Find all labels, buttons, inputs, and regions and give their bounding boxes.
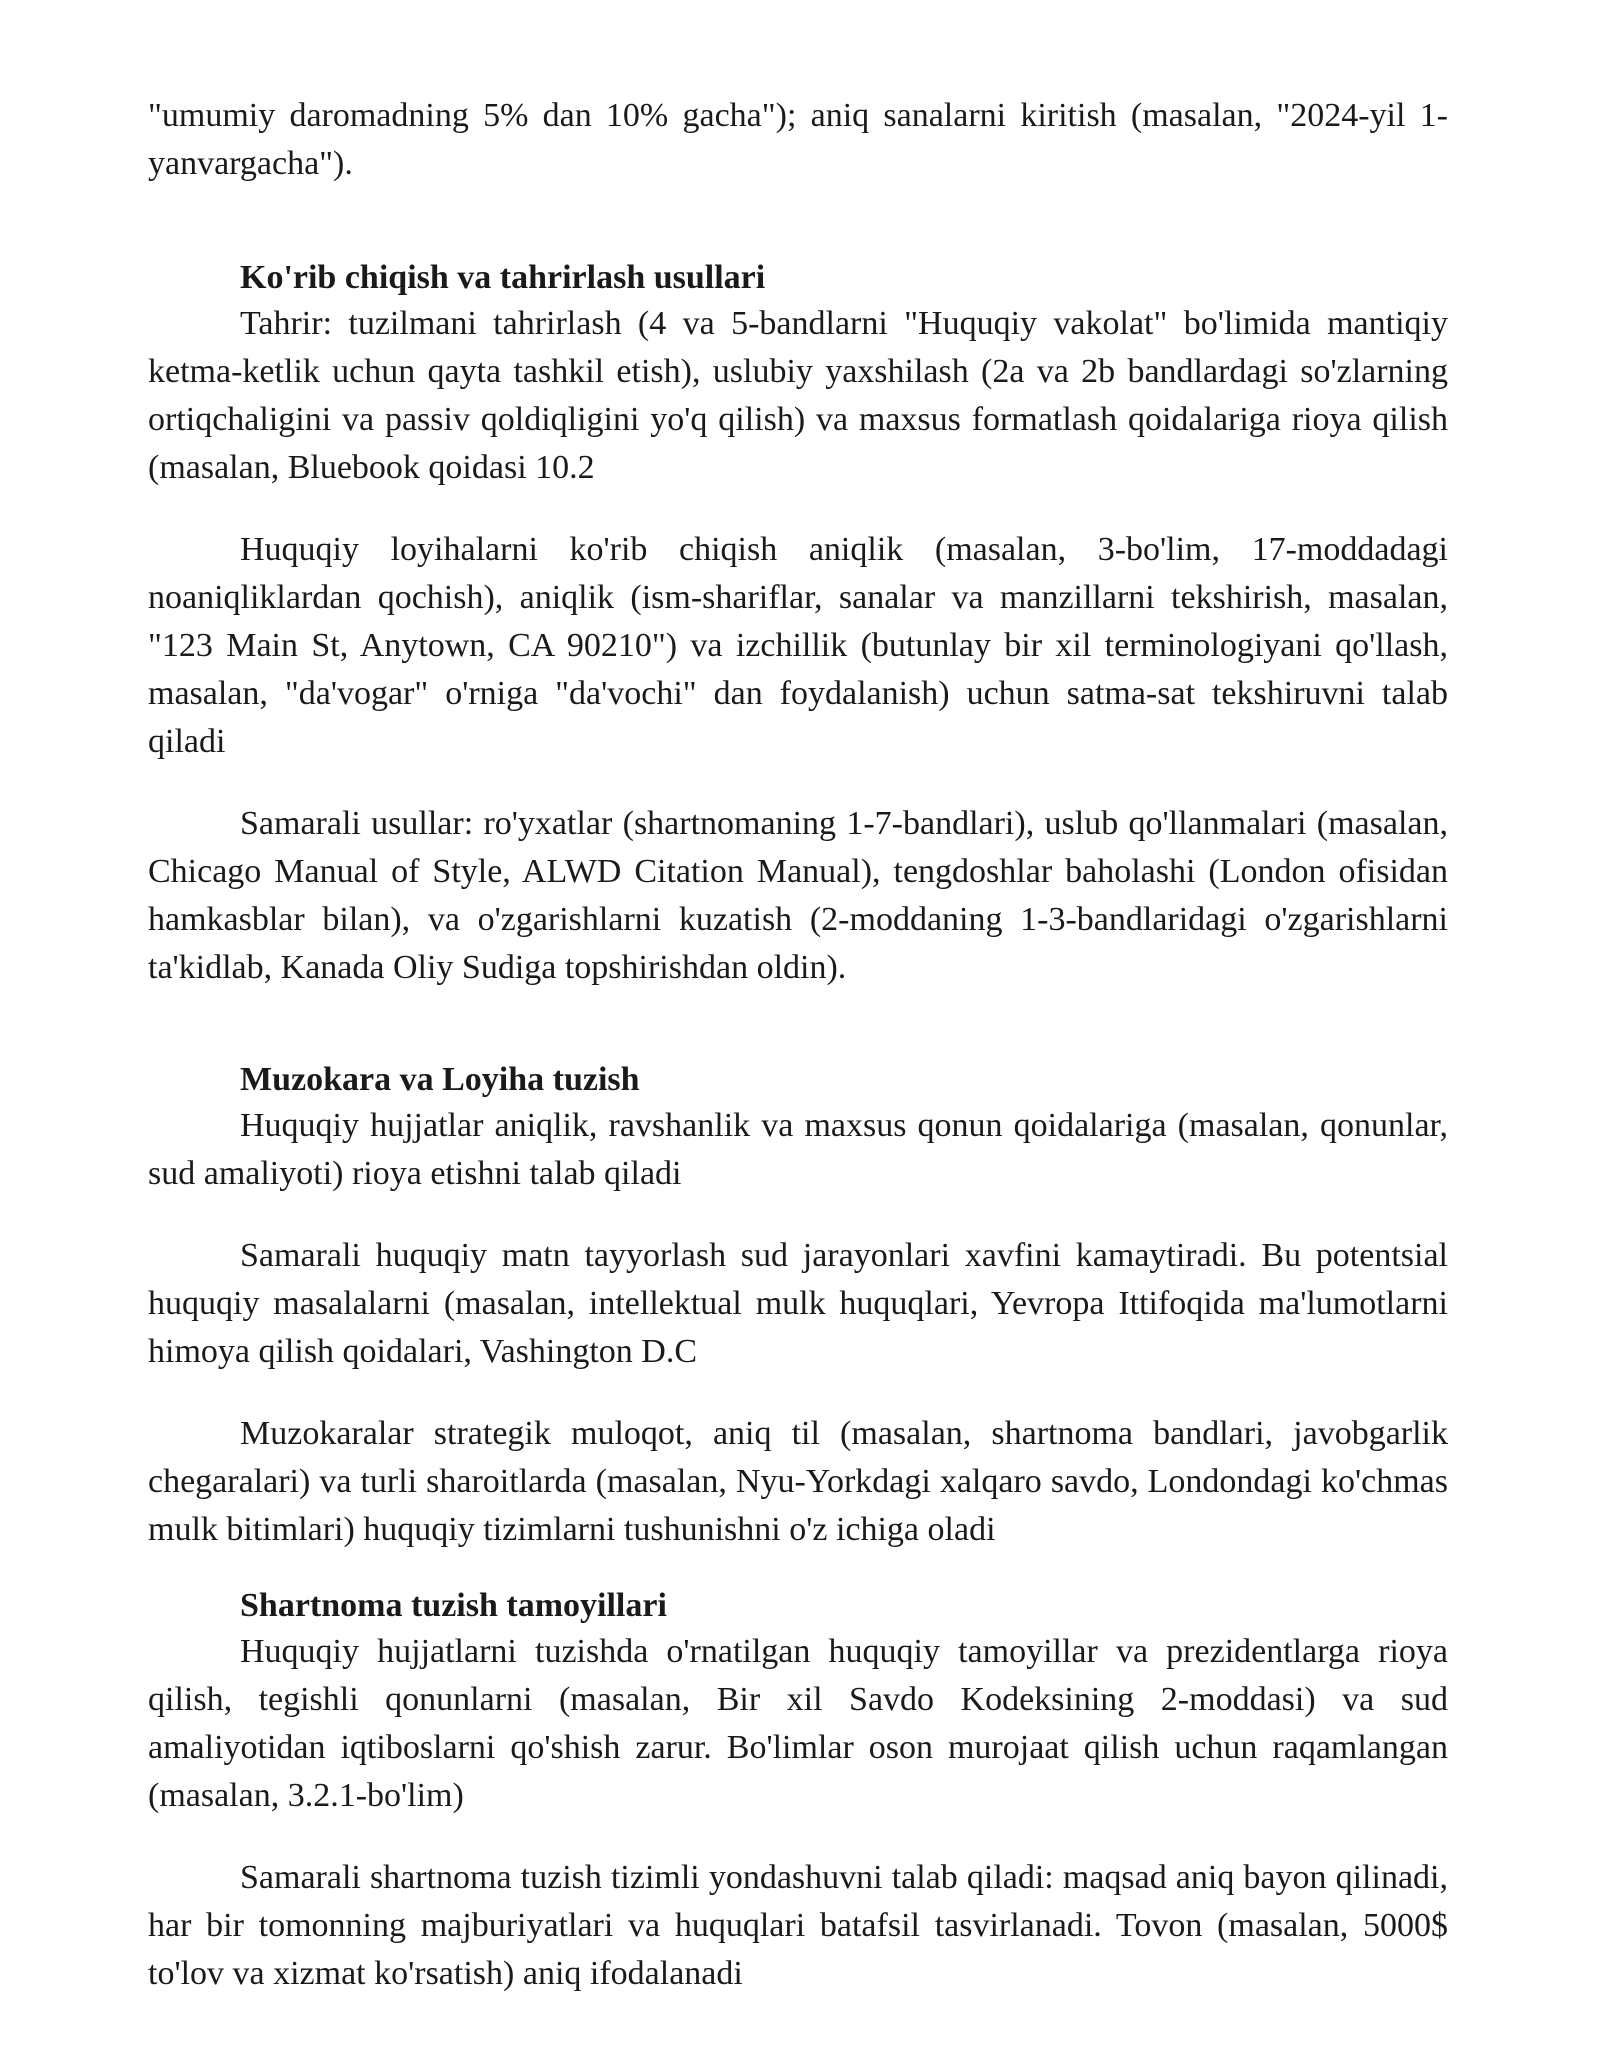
document-page bbox=[148, 92, 1448, 1998]
paragraph-review: Huquqiy loyihalarni ko'rib chiqish aniqlik (masalan, 3-bo'lim, 17-moddadagi noaniqliklardan qochish), aniqlik (ism-shariflar, sanalar va manzillarni tekshirish, masalan, "123 Main St, Anytown, CA 90210") va izchillik (butunlay bir xil terminologiyani qo'llash, masalan, "da'vogar" o'rniga "da'vochi" dan foydalanish) uchun satma-sat tekshiruvni talab qiladi bbox=[148, 531, 1448, 760]
heading-contract-principles: Shartnoma tuzish tamoyillari bbox=[240, 1587, 667, 1624]
paragraph-negotiations: Muzokaralar strategik muloqot, aniq til (masalan, shartnoma bandlari, javobgarlik chegaralari) va turli sharoitlarda (masalan, Nyu-Yorkdagi xalqaro savdo, Londondagi ko'chmas mulk bitimlari) huquqiy tizimlarni tushunishni o'z ichiga oladi bbox=[148, 1415, 1448, 1548]
paragraph-intro: "umumiy daromadning 5% dan 10% gacha"); aniq sanalarni kiritish (masalan, "2024-yil 1-yanvargacha"). bbox=[148, 97, 1448, 182]
paragraph-editing: Tahrir: tuzilmani tahrirlash (4 va 5-bandlarni "Huquqiy vakolat" bo'limida mantiqiy ketma-ketlik uchun qayta tashkil etish), uslubiy yaxshilash (2a va 2b bandlardagi so'zlarning ortiqchaligini va passiv qoldiqligini yo'q qilish) va maxsus formatlash qoidalariga rioya qilish (masalan, Bluebook qoidasi 10.2 bbox=[148, 305, 1448, 486]
paragraph-methods: Samarali usullar: ro'yxatlar (shartnomaning 1-7-bandlari), uslub qo'llanmalari (masalan, Chicago Manual of Style, ALWD Citation Manual), tengdoshlar baholashi (London ofisidan hamkasblar bilan), va o'zgarishlarni kuzatish (2-moddaning 1-3-bandlaridagi o'zgarishlarni ta'kidlab, Kanada Oliy Sudiga topshirishdan oldin). bbox=[148, 805, 1448, 986]
heading-review-editing: Ko'rib chiqish va tahrirlash usullari bbox=[240, 259, 766, 296]
heading-negotiation: Muzokara va Loyiha tuzish bbox=[240, 1061, 640, 1098]
paragraph-contract-drafting: Samarali shartnoma tuzish tizimli yondashuvni talab qiladi: maqsad aniq bayon qilinadi, har bir tomonning majburiyatlari va huquqlari batafsil tasvirlanadi. Tovon (masalan, 5000$ to'lov va xizmat ko'rsatish) aniq ifodalanadi bbox=[148, 1859, 1448, 1992]
paragraph-principles: Huquqiy hujjatlarni tuzishda o'rnatilgan huquqiy tamoyillar va prezidentlarga rioya qilish, tegishli qonunlarni (masalan, Bir xil Savdo Kodeksining 2-moddasi) va sud amaliyotidan iqtiboslarni qo'shish zarur. Bo'limlar oson murojaat qilish uchun raqamlangan (masalan, 3.2.1-bo'lim) bbox=[148, 1633, 1448, 1814]
paragraph-drafting: Samarali huquqiy matn tayyorlash sud jarayonlari xavfini kamaytiradi. Bu potentsial huquqiy masalalarni (masalan, intellektual mulk huquqlari, Yevropa Ittifoqida ma'lumotlarni himoya qilish qoidalari, Vashington D.C bbox=[148, 1237, 1448, 1370]
paragraph-legal-docs: Huquqiy hujjatlar aniqlik, ravshanlik va maxsus qonun qoidalariga (masalan, qonunlar, sud amaliyoti) rioya etishni talab qiladi bbox=[148, 1107, 1448, 1192]
